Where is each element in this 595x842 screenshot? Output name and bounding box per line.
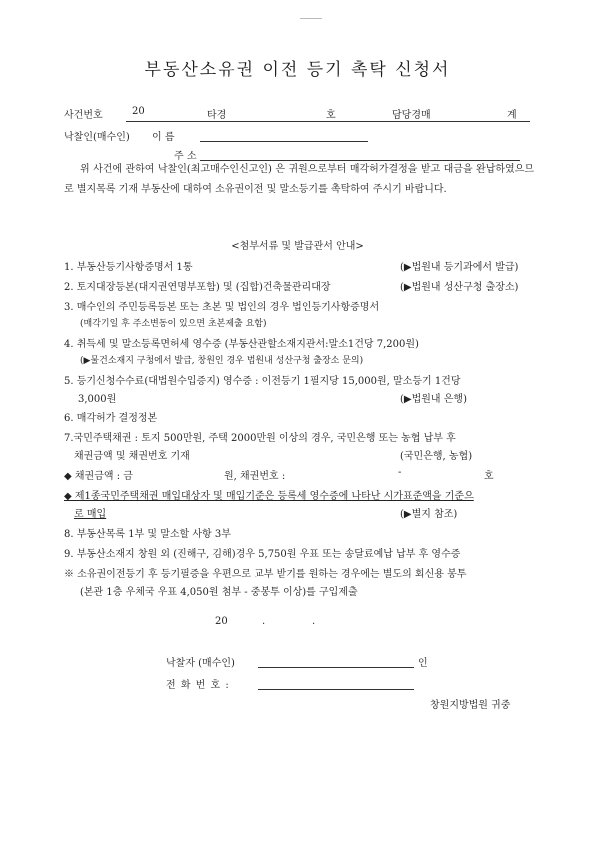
- case-department: 담당경매: [392, 110, 431, 121]
- item-5: 5. 등기신청수수료(대법원수입증지) 영수증 : 이전등기 1필지당 15,000원, 말소등기 1건당: [64, 376, 461, 387]
- address-label: 주 소: [174, 151, 197, 162]
- case-ho: 호: [326, 110, 336, 121]
- item-3: 3. 매수인의 주민등록등본 또는 초본 및 법인의 경우 법인등기사항증명서: [64, 302, 380, 313]
- item-8: 8. 부동산목록 1부 및 말소할 사항 3부: [64, 529, 231, 540]
- item-2-note: (▶법원내 성산구청 출장소): [400, 282, 519, 293]
- item-1-note: (▶법원내 등기과에서 발급): [400, 262, 519, 273]
- item-2: 2. 토지대장등본(대지권연명부포함) 및 (집합)건축물관리대장: [64, 282, 331, 293]
- buyer-name-line: [200, 141, 368, 142]
- bond-criteria-cont: 로 매입: [74, 509, 107, 520]
- item-1: 1. 부동산등기사항증명서 1통: [64, 262, 193, 273]
- bond-dash: -: [398, 467, 402, 478]
- seal-mark: 인: [418, 658, 428, 669]
- case-year-prefix: 20: [132, 106, 145, 117]
- case-type: 타경: [207, 110, 227, 121]
- item-3-sub: (매각기일 후 주소변동이 있으면 초본제출 요함): [80, 319, 267, 329]
- scan-mark: [300, 18, 322, 19]
- phone-label: 전 화 번 호 :: [166, 680, 230, 691]
- item-7-sub: 채권금액 및 채권번호 기재: [74, 451, 190, 462]
- date-dot-2: .: [312, 616, 316, 627]
- court-addressee: 창원지방법원 귀중: [430, 700, 511, 711]
- note-star-sub: (본관 1층 우체국 우표 4,050원 첨부 - 중봉투 이상)를 구입제출: [80, 587, 358, 598]
- attachments-heading: <첨부서류 및 발급관서 안내>: [231, 241, 364, 252]
- phone-line: [258, 689, 414, 690]
- bond-amount-label: ◆ 채권금액 : 금: [64, 471, 133, 482]
- signer-label: 낙찰자 (매수인): [166, 658, 235, 669]
- item-7-note: (국민은행, 농협): [400, 451, 473, 462]
- item-6: 6. 매각허가 결정정본: [64, 413, 158, 424]
- item-9: 9. 부동산소재지 창원 외 (진해구, 김해)경우 5,750원 우표 또는 송달료예납 납부 후 영수증: [64, 549, 461, 560]
- request-paragraph: 위 사건에 관하여 낙찰인(최고매수인신고인) 은 귀원으로부터 매각허가결정을 받고 대금을 완납하였으므로 별지목록 기재 부동산에 대하여 소유권이전 및 말소등기를 촉탁하여 주시기 바랍니다.: [64, 164, 534, 195]
- item-5-sub: 3,000원: [78, 394, 117, 405]
- bond-criteria: ◆ 제1종국민주택채권 매입대상자 및 매입기준은 등록세 영수증에 나타난 시가표준액을 기준으: [64, 491, 474, 502]
- case-gye: 계: [507, 110, 517, 121]
- date-dot-1: .: [262, 616, 266, 627]
- case-number-line: [126, 121, 530, 122]
- bond-criteria-note: (▶별지 참조): [400, 509, 458, 520]
- signer-line: [258, 667, 414, 668]
- note-star: ※ 소유권이전등기 후 등기필증을 우편으로 교부 받기를 원하는 경우에는 별도의 회신용 봉투: [64, 569, 467, 580]
- date-year-prefix: 20: [215, 616, 228, 627]
- bond-number-label: 원, 채권번호 :: [224, 471, 286, 482]
- item-4-sub: (▶물건소재지 구청에서 발급, 창원인 경우 법원내 성산구청 출장소 문의): [80, 356, 364, 366]
- item-5-note: (▶법원내 은행): [400, 394, 467, 405]
- item-7: 7.국민주택채권 : 토지 500만원, 주택 2000만원 이상의 경우, 국민은행 또는 농협 납부 후: [64, 433, 456, 444]
- case-number-label: 사건번호: [64, 110, 103, 121]
- document-title: 부동산소유권 이전 등기 촉탁 신청서: [144, 60, 451, 80]
- item-4: 4. 취득세 및 말소등록면허세 영수증 (부동산관할소재지관서:말소1건당 7,200원): [64, 339, 419, 350]
- bond-ho: 호: [484, 471, 494, 482]
- buyer-label: 낙찰인(매수인): [64, 132, 130, 143]
- buyer-name-label: 이 름: [152, 132, 175, 143]
